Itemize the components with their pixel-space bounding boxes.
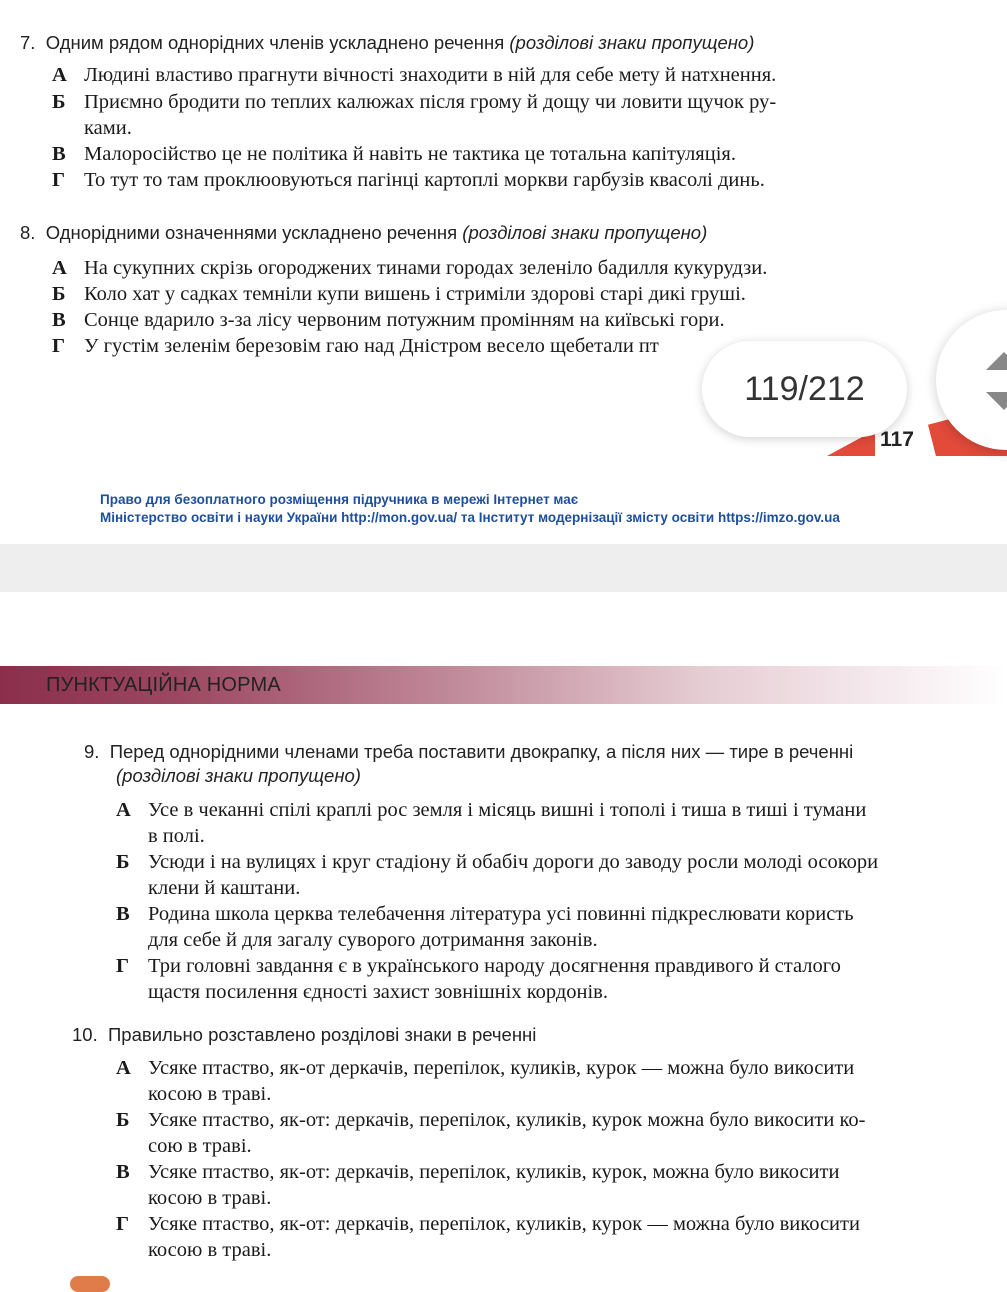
q9-option-b	[116, 849, 986, 901]
question-number: 9.	[84, 741, 100, 762]
option-text: Усюди і на вулицях і круг стадіону й обабіч дороги до заводу росли молоді осокори	[148, 851, 879, 873]
option-text: Усяке птаство, як-от деркачів, перепілок, куликів, курок — можна було викосити	[148, 1057, 855, 1079]
scroll-up-icon[interactable]	[986, 352, 1007, 370]
option-text-continued: сою в траві.	[148, 1135, 252, 1157]
option-letter: Б	[116, 1109, 130, 1131]
question-text: Однорідними означеннями ускладнено речення	[45, 222, 458, 243]
option-text-continued: косою в траві.	[148, 1083, 272, 1105]
option-text: У густім зеленім березовім гаю над Дністром весело щебетали пт	[84, 335, 659, 357]
question-9-heading	[84, 741, 853, 763]
q10-option-b	[116, 1107, 986, 1159]
option-letter: В	[116, 903, 130, 925]
question-number: 8.	[20, 222, 36, 243]
option-text: Усяке птаство, як-от: деркачів, перепілок, куликів, курок можна було викосити ко-	[148, 1109, 866, 1131]
q8-option-b	[52, 281, 952, 307]
q10-option-a	[116, 1055, 986, 1107]
q8-option-h	[52, 333, 752, 359]
question-9-note: (розділові знаки пропущено)	[116, 765, 361, 786]
page-indicator[interactable]	[702, 341, 907, 437]
q7-option-h	[52, 167, 952, 193]
option-text: Коло хат у садках темніли купи вишень і стриміли здорові старі дикі груші.	[84, 283, 746, 305]
option-letter: Г	[116, 955, 130, 977]
option-text: Сонце вдарило з-за лісу червоним потужним промінням на київські гори.	[84, 309, 725, 331]
option-letter: А	[52, 64, 67, 86]
option-letter: Г	[52, 169, 66, 191]
question-number: 10.	[72, 1024, 98, 1045]
option-letter: Г	[116, 1213, 130, 1235]
q10-option-h	[116, 1211, 986, 1263]
option-letter: А	[116, 799, 131, 821]
option-letter: А	[116, 1057, 131, 1079]
page-number: 117	[880, 428, 914, 451]
q8-option-v	[52, 307, 952, 333]
option-text: Три головні завдання є в українського народу досягнення правдивого й сталого	[148, 955, 841, 977]
option-letter: В	[52, 143, 66, 165]
option-text-continued: клени й каштани.	[148, 877, 301, 899]
question-note: (розділові знаки пропущено)	[509, 32, 755, 53]
q7-option-a	[52, 62, 952, 88]
page-indicator-label: 119/212	[744, 369, 865, 408]
option-letter: А	[52, 257, 67, 279]
question-8-heading	[20, 222, 707, 244]
q10-option-v	[116, 1159, 986, 1211]
footer-line-1: Право для безоплатного розміщення підручника в мережі Інтернет має	[100, 492, 579, 507]
question-text: Правильно розставлено розділові знаки в реченні	[108, 1024, 537, 1045]
option-text: Людині властиво прагнути вічності знаходити в ній для себе мету й натхнення.	[84, 64, 777, 86]
question-note: (розділові знаки пропущено)	[462, 222, 708, 243]
q9-option-a	[116, 797, 986, 849]
option-text-continued: косою в траві.	[148, 1239, 272, 1261]
question-7-heading	[20, 32, 754, 54]
option-text: Усяке птаство, як-от: деркачів, перепілок, куликів, курок, можна було викосити	[148, 1161, 840, 1183]
option-text: Приємно бродити по теплих калюжах після грому й дощу чи ловити щучок ру-	[84, 91, 777, 113]
q7-option-v	[52, 141, 952, 167]
scroll-down-icon[interactable]	[986, 392, 1007, 410]
section-title: ПУНКТУАЦІЙНА НОРМА	[46, 674, 281, 696]
question-number: 7.	[20, 32, 36, 53]
option-letter: Б	[52, 91, 66, 113]
page-edge-decoration	[70, 1276, 110, 1292]
q8-option-a	[52, 255, 952, 281]
option-text-continued: ками.	[84, 117, 132, 139]
option-text: То тут то там проклюовуються пагінці картоплі моркви гарбузів квасолі динь.	[84, 169, 765, 191]
question-text: Одним рядом однорідних членів ускладнено речення	[45, 32, 505, 53]
option-letter: Б	[52, 283, 66, 305]
option-text-continued: в полі.	[148, 825, 205, 847]
option-letter: В	[52, 309, 66, 331]
option-text: Малоросійство це не політика й навіть не тактика це тотальна капітуляція.	[84, 143, 736, 165]
option-text: Усяке птаство, як-от: деркачів, перепілок, куликів, курок — можна було викосити	[148, 1213, 860, 1235]
option-text-continued: щастя посилення єдності захист зовнішніх кордонів.	[148, 981, 608, 1003]
option-text: На сукупних скрізь огороджених тинами городах зеленіло бадилля кукурудзи.	[84, 257, 768, 279]
page-separator	[0, 544, 1007, 592]
footer-line-2: Міністерство освіти і науки України http://mon.gov.ua/ та Інститут модернізації змісту освіти https://imzo.gov.ua	[100, 510, 840, 525]
question-text: Перед однорідними членами треба поставити двокрапку, а після них — тире в реченні	[109, 741, 854, 762]
question-10-heading	[72, 1024, 536, 1046]
option-text: Родина школа церква телебачення література усі повинні підкреслювати користь	[148, 903, 854, 925]
option-text: Усе в чеканні спілі краплі рос земля і місяць вишні і тополі і тиша в тиші і тумани	[148, 799, 867, 821]
q9-option-v	[116, 901, 986, 953]
option-letter: Г	[52, 335, 66, 357]
section-header-band	[0, 666, 1007, 704]
q7-option-b	[52, 89, 952, 141]
q9-option-h	[116, 953, 986, 1005]
option-letter: Б	[116, 851, 130, 873]
option-text-continued: для себе й для загалу суворого дотримання законів.	[148, 929, 598, 951]
option-letter: В	[116, 1161, 130, 1183]
option-text-continued: косою в траві.	[148, 1187, 272, 1209]
